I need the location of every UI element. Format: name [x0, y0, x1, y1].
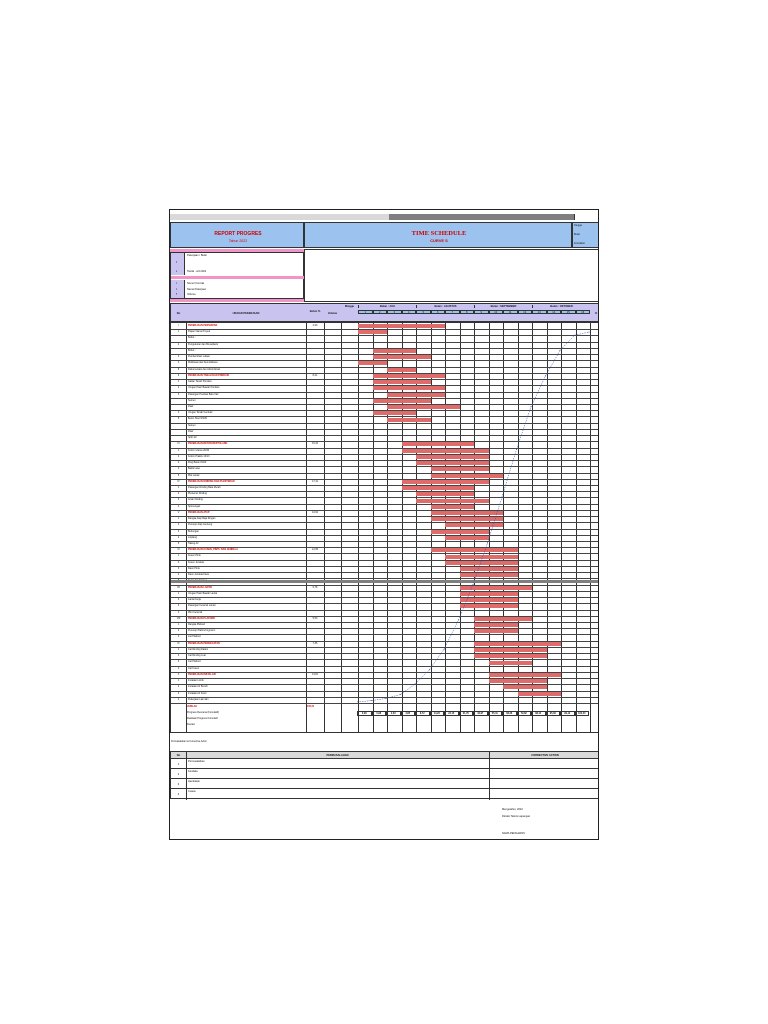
row-item: Lantai Kerja [188, 598, 201, 602]
row-item: Kusen Pintu [188, 554, 201, 558]
row-item: Cat Kusen [188, 666, 200, 670]
totals-label: JUMLAH [187, 705, 197, 708]
row-item: Rangka Atap Baja Ringan [188, 517, 216, 521]
rencana-week-value: 14,23 [430, 711, 445, 716]
row-item: Papan Nama Proyek [188, 330, 211, 334]
row-no: VI [177, 548, 180, 552]
row-item: List Plafond [188, 635, 201, 639]
row-item: Mobilisasi dan Demobilisasi [188, 361, 218, 365]
s-curve-point [458, 620, 459, 621]
row-item: Ring Balok 15/20 [188, 461, 207, 465]
row-no: 5 [177, 417, 180, 421]
header-info-contractor: Kontraktor [574, 242, 586, 245]
report-header [170, 222, 304, 248]
th-month-3: Bulan : SEPTEMBER [474, 305, 532, 308]
notes-row [171, 769, 599, 779]
totals-value: 100,00 [307, 705, 315, 708]
row-item: Plesteran Dinding [188, 492, 207, 496]
s-curve-point [444, 649, 445, 650]
totals-block [170, 704, 599, 739]
row-item: Pembersihan Lokasi [188, 355, 210, 359]
th-month-2: Bulan : AGUSTUS [416, 305, 474, 308]
row-bobot: 6,78 [312, 585, 318, 589]
header-info-date: Tanggal [574, 224, 583, 227]
row-item: PEKERJAAN BETON BERTULANG [188, 442, 228, 446]
info-no-2: 3 4 5 [171, 280, 185, 298]
row-no: 1 [177, 485, 180, 489]
th-week-6: 6 [431, 310, 446, 314]
row-no: 4 [177, 467, 180, 471]
row-item: Cat Dinding Luar [188, 654, 206, 658]
row-no: 2 [177, 342, 180, 346]
row-no: 1 [177, 554, 180, 558]
row-item: Rangka Plafond [188, 623, 206, 627]
s-curve-point [473, 584, 474, 585]
row-no: II [177, 373, 180, 377]
s-curve-line [357, 332, 589, 702]
row-item: PEKERJAAN PLAFOND [188, 616, 215, 620]
th-week-3: 3 [387, 310, 402, 314]
row-no: 4 [177, 697, 180, 701]
row-item: Acian Dinding [188, 498, 203, 502]
schedule-header [304, 222, 572, 248]
row-no: IV [177, 479, 180, 483]
row-item: Split 1/2 [188, 436, 197, 440]
row-no: 3 [177, 498, 180, 502]
row-item: Urugan Tanah Kembali [188, 411, 213, 415]
rencana-week-value: 0,38 [357, 711, 372, 716]
th-week-11: 11 [503, 310, 518, 314]
s-curve-point [502, 496, 503, 497]
th-week-2: 2 [373, 310, 388, 314]
row-no: V [177, 510, 180, 514]
info-label-1: Pekerjaan / Bulan [187, 254, 208, 257]
row-no: 1 [177, 330, 180, 334]
row-no: 1 [177, 647, 180, 651]
th-week-1: 1 [358, 310, 373, 314]
row-no: VII [177, 585, 180, 589]
th-week-4: 4 [402, 310, 417, 314]
row-no: 1 [177, 448, 180, 452]
s-curve-point [531, 406, 532, 407]
row-bobot: 10,62 [312, 510, 318, 514]
th-uraian: URAIAN PEKERJAAN [232, 312, 260, 315]
rencana-week-value: 55,41 [488, 711, 503, 716]
rencana-week-value: 99,12 [560, 711, 575, 716]
s-curve-point [487, 543, 488, 544]
row-item: Galian Tanah Pondasi [188, 380, 212, 384]
totals-label: Progress Rencana (Kumulatif) [187, 711, 220, 714]
s-curve-point [386, 698, 387, 699]
s-curve-point [545, 375, 546, 376]
th-week-13: 13 [532, 310, 547, 314]
row-item: PEKERJAAN TANAH DAN PONDASI [188, 373, 229, 377]
row-no: 3 [177, 660, 180, 664]
top-strip-right [574, 214, 599, 220]
row-item: Kusen Jendela [188, 560, 204, 564]
notes-row-text: Kendala [188, 770, 198, 773]
row-no: 4 [177, 535, 180, 539]
rencana-week-value: 79,82 [517, 711, 532, 716]
th-week-7: 7 [445, 310, 460, 314]
row-no: 4 [177, 573, 180, 577]
row-no: 2 [177, 685, 180, 689]
row-item: Instalasi Air Bersih [188, 685, 208, 689]
row-item: Daun Jendela Kaca [188, 573, 209, 577]
th-week-16: 16 [576, 310, 591, 314]
row-item: Pekerjaan Lain-lain [188, 697, 209, 701]
row-no: I [178, 324, 179, 327]
top-strip-light [170, 214, 389, 220]
schedule-subtitle: CURVE S [430, 238, 448, 243]
rencana-week-value: 2,03 [386, 711, 401, 716]
notes-row-text: Cuaca [188, 790, 196, 793]
s-curve-chart [170, 322, 599, 733]
row-item: Balok Latei [188, 467, 200, 471]
th-week-15: 15 [561, 310, 576, 314]
row-item: Pasangan Dinding Bata Merah [188, 485, 221, 489]
th-week-9: 9 [474, 310, 489, 314]
row-no: VIII [176, 616, 181, 620]
rencana-week-value: 8,72 [415, 711, 430, 716]
s-curve-point [589, 332, 590, 333]
row-item: PEKERJAAN LANTAI [188, 585, 212, 589]
s-curve-point [516, 449, 517, 450]
row-item: Penutup Atap Genteng [188, 523, 213, 527]
row-no: 4 [177, 666, 180, 670]
table-header [170, 303, 599, 322]
notes-table [170, 751, 599, 799]
schedule-title: TIME SCHEDULE [411, 230, 467, 237]
s-curve-point [400, 694, 401, 695]
rencana-week-value: 42,97 [473, 711, 488, 716]
info-block [170, 252, 304, 299]
th-ket: % [594, 312, 598, 315]
info-label-4: Nama Pekerjaan [187, 288, 207, 291]
row-item: Pengukuran dan Bouwplank [188, 342, 218, 346]
row-item: Instalasi Air Kotor [188, 691, 207, 695]
row-item: PEKERJAAN ATAP [188, 510, 210, 514]
row-item: PEKERJAAN PERSIAPAN [188, 324, 218, 327]
row-no: 3 [177, 566, 180, 570]
row-item: Talang Air [188, 542, 199, 546]
row-item: Dokumentasi dan Administrasi [188, 367, 221, 371]
row-no: 5 [177, 473, 180, 477]
row-no: 4 [177, 411, 180, 415]
row-item: Penutup Plafond Gypsum [188, 629, 216, 633]
th-bobot: Bobot % [309, 310, 321, 313]
row-item: Pasir [188, 404, 194, 408]
notes-caption: Permasalahan & Corrective Action [171, 740, 208, 743]
totals-label: Deviasi [187, 723, 195, 726]
signature-line-2: Direksi Teknis Lapangan [502, 815, 531, 818]
row-no: 2 [177, 654, 180, 658]
th-no: No [176, 312, 181, 315]
header-info-month: Bulan [574, 233, 581, 236]
notes-row-text: Hambatan [188, 780, 200, 783]
row-item: Urugan Pasir Bawah Lantai [188, 591, 218, 595]
row-bobot: 8,21 [312, 373, 318, 377]
rencana-week-value: 68,26 [502, 711, 517, 716]
row-no: 2 [177, 454, 180, 458]
rencana-week-value: 95,03 [546, 711, 561, 716]
s-curve-point [560, 350, 561, 351]
th-week-14: 14 [547, 310, 562, 314]
row-no: 3 [177, 691, 180, 695]
row-item: Sponengan [188, 504, 201, 508]
row-no: 1 [177, 517, 180, 521]
th-week-8: 8 [460, 310, 475, 314]
notes-row [171, 789, 599, 799]
s-curve-point [429, 669, 430, 670]
notes-row-no: 4 [177, 793, 180, 796]
row-item: Bubungan [188, 529, 199, 533]
rencana-week-value: 22,15 [444, 711, 459, 716]
rencana-week-value: 88,14 [531, 711, 546, 716]
row-no: 1 [177, 591, 180, 595]
row-no: III [177, 442, 180, 446]
s-curve-point [574, 335, 575, 336]
row-no: X [177, 672, 180, 676]
row-bobot: 5,53 [312, 616, 318, 620]
info-label-5: Volume [187, 293, 196, 296]
row-no: 2 [177, 492, 180, 496]
row-item: PEKERJAAN PENGECATAN [188, 641, 220, 645]
row-no: 5 [177, 542, 180, 546]
row-bobot: 15,34 [312, 442, 318, 446]
row-no: 2 [177, 629, 180, 633]
report-title: REPORT PROGRES [214, 231, 262, 237]
row-item: Semen [188, 398, 196, 402]
row-no: 2 [177, 386, 180, 390]
th-week-12: 12 [518, 310, 533, 314]
totals-label: Realisasi Progress Kumulatif [187, 717, 218, 720]
row-bobot: 2,90 [312, 324, 318, 327]
th-month-4: Bulan : OKTOBER [532, 305, 590, 308]
row-item: Cat Dinding Dalam [188, 647, 209, 651]
row-no: 1 [177, 679, 180, 683]
info-right-empty [304, 249, 599, 302]
notes-row [171, 759, 599, 769]
row-item: Cat Plafond [188, 660, 201, 664]
row-no: 2 [177, 523, 180, 527]
row-item: PEKERJAAN DINDING DAN PLESTERAN [188, 479, 235, 483]
rencana-week-value: 4,85 [401, 711, 416, 716]
th-week-5: 5 [416, 310, 431, 314]
row-no: 4 [177, 504, 180, 508]
row-no: 3 [177, 355, 180, 359]
row-no: 1 [177, 380, 180, 384]
row-no: 1 [177, 623, 180, 627]
notes-row-no: 2 [177, 773, 180, 776]
header-right-info [572, 222, 599, 248]
row-item: Plint Keramik [188, 610, 203, 614]
row-no: 3 [177, 461, 180, 465]
row-item: Daun Pintu [188, 566, 200, 570]
row-item: Kolom Utama 20/20 [188, 448, 210, 452]
notes-row-no: 1 [177, 763, 180, 766]
row-no: 4 [177, 610, 180, 614]
rencana-week-value: 0,98 [372, 711, 387, 716]
progress-report-sheet [169, 209, 599, 840]
row-no: 4 [177, 361, 180, 365]
row-item: Plat Lantai [188, 473, 200, 477]
notes-header: No PERMASALAHAN CORRECTIVE ACTION [171, 752, 599, 759]
row-bobot: 7,35 [312, 641, 318, 645]
row-item: Pasangan Pondasi Batu Kali [188, 392, 219, 396]
top-strip-dark [389, 214, 574, 220]
row-no: 3 [177, 635, 180, 639]
row-item: Beton Sloof 15/20 [188, 417, 208, 421]
info-pink-bar-bottom [170, 299, 304, 302]
info-label-3: Nomor Kontrak [187, 282, 205, 285]
notes-row [171, 779, 599, 789]
signature-block [170, 799, 599, 840]
th-volume: Volume [327, 312, 338, 315]
signature-name: NAMA PENGAWAS [502, 832, 525, 835]
row-item: Instalasi Listrik [188, 679, 204, 683]
row-bobot: 13,81 [312, 672, 318, 676]
report-year: Tahun 2022 [228, 239, 248, 243]
rencana-week-value: 31,76 [459, 711, 474, 716]
s-curve-point [415, 684, 416, 685]
row-item: Bobot : [188, 348, 196, 352]
row-item: Pasangan Keramik Lantai [188, 604, 216, 608]
info-label-2: Tanda : s/d 2022 [187, 270, 207, 273]
th-week-10: 10 [489, 310, 504, 314]
row-no: 3 [177, 392, 180, 396]
row-item: Lisplang [188, 535, 197, 539]
signature-line-1: Mengetahui, 2022 [502, 808, 523, 811]
rencana-week-value: 100,00 [575, 711, 590, 716]
row-no: IX [177, 641, 180, 645]
s-curve-point [371, 700, 372, 701]
info-no-1: 1 2 [171, 253, 185, 275]
row-item: Semen [188, 423, 196, 427]
row-item: PEKERJAAN KUSEN, PINTU DAN JENDELA [188, 548, 238, 552]
row-bobot: 17,41 [312, 479, 318, 483]
th-minggu: Minggu [344, 305, 355, 308]
row-bobot: 12,05 [312, 548, 318, 552]
row-no: 5 [177, 367, 180, 371]
th-month-1: Bulan : JULI [358, 305, 416, 308]
row-item: PEKERJAAN INSTALASI [188, 672, 216, 676]
row-item: Kolom Praktis 13/13 [188, 454, 210, 458]
row-item: Bobot : [188, 336, 196, 340]
row-item: Pasir [188, 429, 194, 433]
notes-row-text: Permasalahan [188, 760, 205, 763]
row-no: 3 [177, 529, 180, 533]
notes-row-no: 3 [177, 783, 180, 786]
row-no: 2 [177, 598, 180, 602]
info-pink-bar-mid [171, 276, 305, 279]
row-no: 3 [177, 604, 180, 608]
row-item: Urugan Pasir Bawah Pondasi [188, 386, 220, 390]
row-no: 2 [177, 560, 180, 564]
